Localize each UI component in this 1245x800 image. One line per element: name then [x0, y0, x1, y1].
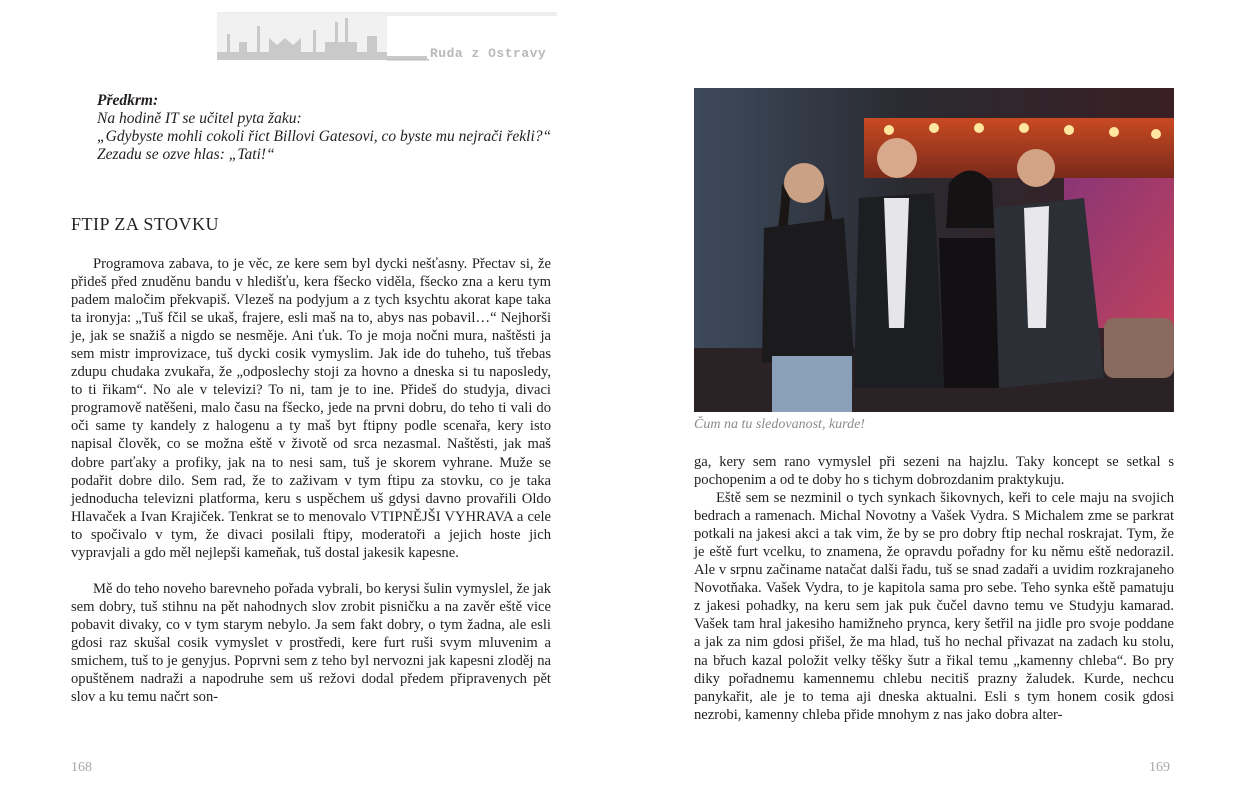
joke-line: Na hodině IT se učitel pyta žaku: — [97, 110, 302, 127]
left-page — [0, 0, 622, 800]
paragraph: ga, kery sem rano vymyslel při sezeni na hajzlu. Taky koncept se setkal s pochopenim a od te doby ho s tichym dobrozdanim praktykuju. — [694, 454, 1174, 489]
page-number: 169 — [1149, 760, 1170, 775]
paragraph: Eště sem se nezminil o tych synkach šikovnych, keři to cele maju na svojich bedrach a ramenach. Michal Novotny a Vašek Vydra. S Michalem zme se parkrat potkali na jakesi akci a tak vim, že by se pro dobry ftip nechal roskrajat. Tym, že je eště furt vcelku, to znamena, že opravdu pořadny for ku němu eště nedorazil. Ale v srpnu začiname natačat dalši řadu, tuš se snad zadaři a uvidim rozkrajaneho Novotňaka. Vašek Vydra, to je kapitola sama pro sebe. Teho synka eště pamatuju z jakesi pohadky, na keru sem jak puk čučel davno temu ve Studyju kamarad. Vašek tam hral jakesiho hamižneho prynca, kery šetřil na jidle pro svoje poddane a jak za nim gdosi přišel, že ma hlad, tuš ho nechal přivazat na zadach ku stolu, na břuch kazal položit velky těšky šutr a řikal temu „kamenny chleba“. Bo pry diky pořadnemu kamennemu chlebu necitiš prazny žaludek. Kurde, nechcu panykařit, ale je to tema aji dneska aktualni. Esli s tym honem cosik gdosi nezrobi, kamenny chleba přide mnohym z nas jako dobra alter- — [694, 490, 1174, 723]
running-title: Ruda z Ostravy — [430, 46, 547, 61]
photo-caption: Čum na tu sledovanost, kurde! — [694, 417, 865, 432]
page-number: 168 — [71, 760, 92, 775]
joke-line: „Gdybyste mohli cokoli řict Billovi Gatesovi, co byste mu nejrači řekli?“ — [97, 128, 552, 145]
left-body-text — [71, 255, 551, 706]
right-body-text — [694, 453, 1174, 724]
joke-box — [97, 92, 567, 164]
paragraph: Programova zabava, to je věc, ze kere sem byl dycki nešťasny. Přectav si, že přideš před znuděnu bandu v hledišťu, kera fšecko viděla, fšecko zna a keru tym padem maločim překvapiš. Vlezeš na podyjum a z tych ksychtu akorat kape taka ta ironyja: „Tuš fčil se ukaš, frajere, esli maš na to, abys nas pobavil…“ Nejhorši je, jak se snažiš a nigdo se nesměje. Ani ťuk. To je moja nočni mura, naštěsti ja sem mistr improvizace, tuš dycki cosik vymyslim. Jak ide do tuheho, tuš třebas zdupu chudaka zvukařa, že „odposlechy stoji za hovno a dneska si tu naposledy, to ti řikam“. No ale v televizi? To ni, tam je to ine. Přideš do studyja, divaci programově natěšeni, malo času na fšecko, jede na prvni dobru, do teho ti vali do oči same ty kandely z halogenu a ty maš byt ftipny podle scenařa, kery isto napisal člověk, co se možna eště v životě od srca nezasmal. Naštěsti, jak maš dobre parťaky a profiky, jak na to nesi sam, tuš je skorem vyhrane. Muže se podařit dobre dilo. Sem rad, že to zaživam v tym ftipu za stovku, co je taka jednoducha televizni platforma, keru s uspěchem uš gdysi davno provařili Oldo Hlavaček a Ivan Krajiček. Tenkrat se to menovalo VTIPNĚJŠI VYHRAVA a cele to spočivalo v tym, že divaci posilali ftipy, moderatoři a jejich hoste jich vypravjali a gdo měl nejlepši kameňak, tuš dostal jakesik kapesne. — [71, 256, 551, 561]
studio-photo — [694, 88, 1174, 412]
right-page — [622, 0, 1245, 800]
joke-line: Zezadu se ozve hlas: „Tati!“ — [97, 146, 275, 163]
joke-title: Předkrm: — [97, 92, 159, 109]
paragraph: Mě do teho noveho barevneho pořada vybrali, bo kerysi šulin vymyslel, že jak sem dobry, tuš stihnu na pět nahodnych slov zrobit pisničku a na zavěr eště vice pobavit divaky, co v tym starym nebylo. Ja sem fakt dobry, o tym žadna, ale esli gdosi raz skušal cosik vymyslet v prostředi, kere furt ruši svym mluvenim a smichem, tuš to je genyjus. Poprvni sem z teho byl nervozni jak kapesni zloděj na opuštěnem nadraži a napodruhe sem uš režovi dodal předem připravenych pět slov a ku temu načrt son- — [71, 580, 551, 706]
section-heading: FTIP ZA STOVKU — [71, 214, 220, 234]
